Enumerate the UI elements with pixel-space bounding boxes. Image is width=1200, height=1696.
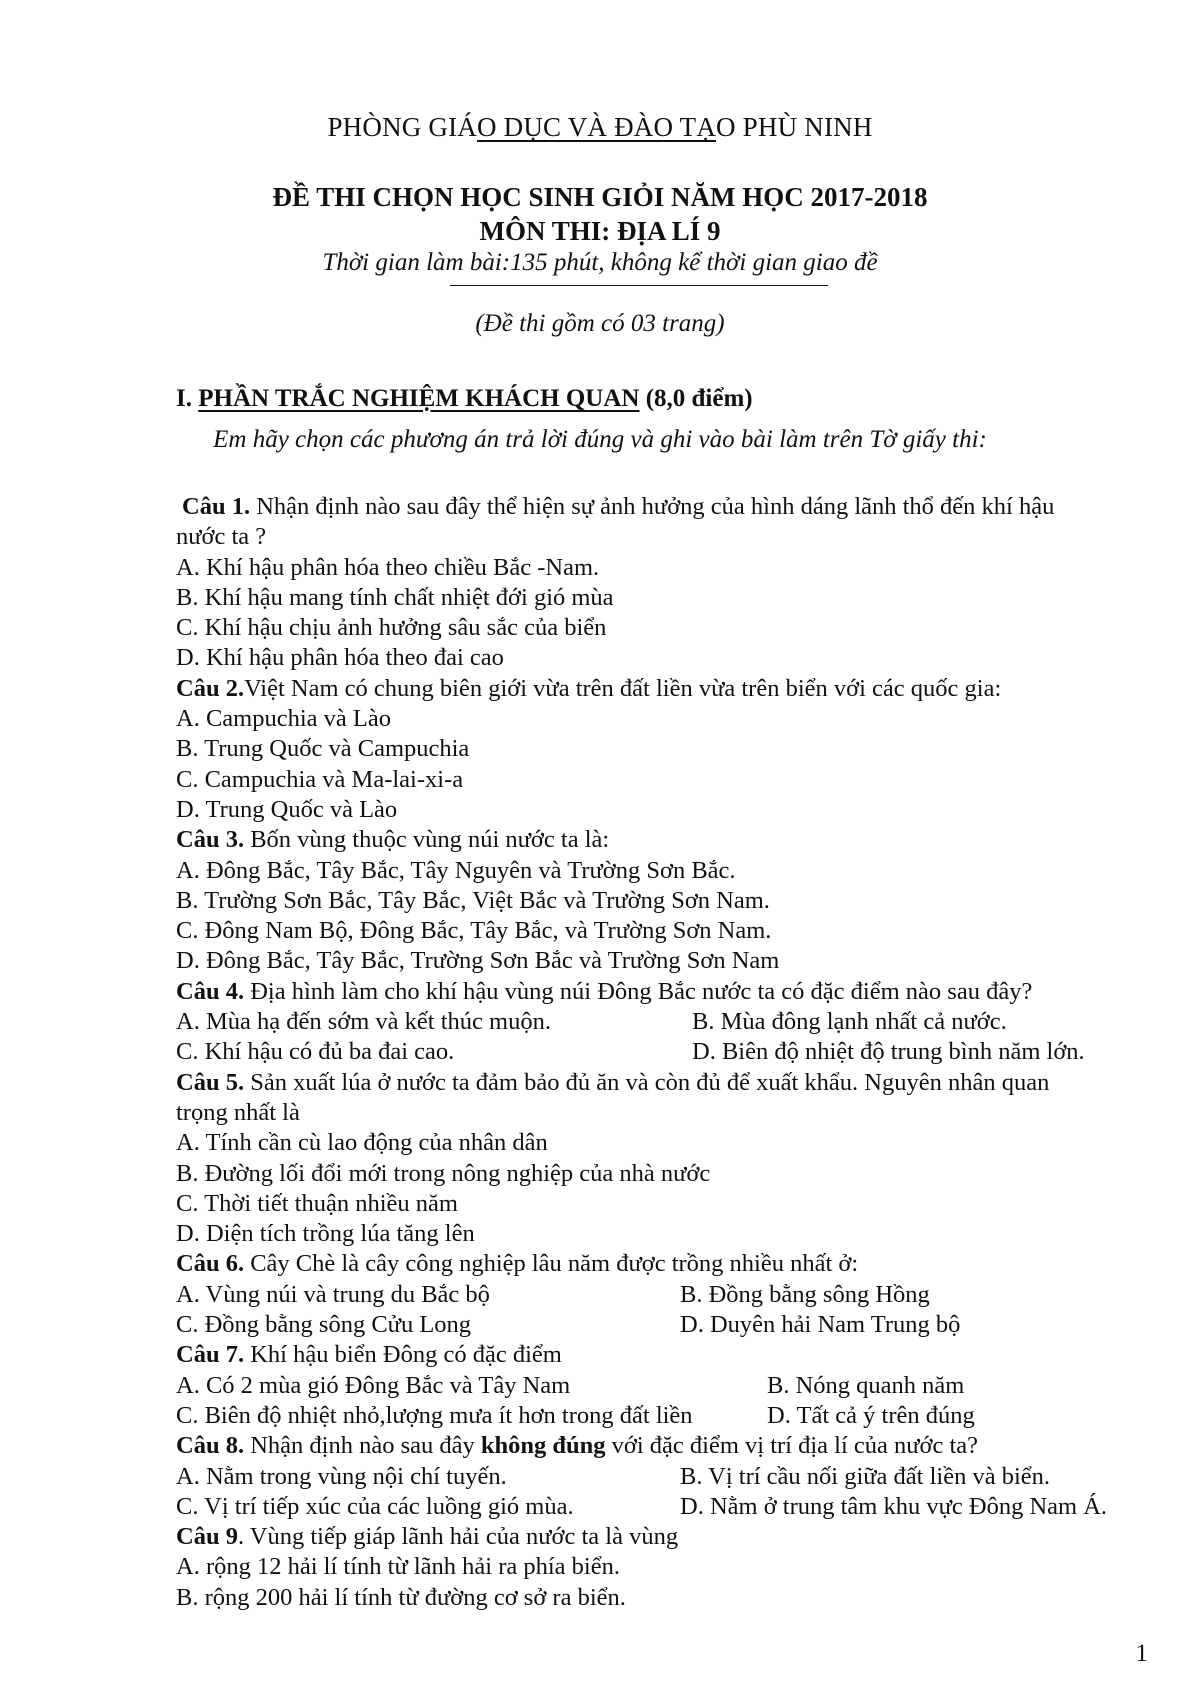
question-8: [176, 1431, 1136, 1461]
section-prefix: I.: [176, 385, 199, 412]
option-d: D. Đông Bắc, Tây Bắc, Trường Sơn Bắc và Trường Sơn Nam: [176, 947, 780, 975]
question-list: [176, 492, 1136, 1613]
section-title: [176, 385, 753, 413]
question-5: [176, 1068, 1136, 1098]
question-number: Câu 3.: [176, 826, 245, 854]
option-row: [176, 1492, 1136, 1522]
option-a: A. Tính cần cù lao động của nhân dân: [176, 1129, 548, 1157]
exam-page-count: (Đề thi gồm có 03 trang): [475, 310, 725, 337]
question-text: Nhận định nào sau đây: [244, 1432, 481, 1460]
question-text: Địa hình làm cho khí hậu vùng núi Đông Bắc nước ta có đặc điểm nào sau đây?: [244, 977, 1033, 1005]
header-divider: [450, 285, 828, 286]
question-3: [176, 825, 1136, 855]
option-c: C. Đồng bằng sông Cửu Long: [176, 1311, 472, 1339]
option-a: A. Mùa hạ đến sớm và kết thúc muộn.: [176, 1008, 551, 1036]
question-text-emphasis: không đúng: [480, 1432, 606, 1460]
option-b: B. rộng 200 hải lí tính từ đường cơ sở ra biển.: [176, 1583, 626, 1611]
option-d: D. Khí hậu phân hóa theo đai cao: [176, 644, 504, 672]
question-number: Câu 2.: [176, 674, 245, 702]
option-a: A. Có 2 mùa gió Đông Bắc và Tây Nam: [176, 1371, 571, 1399]
option-row: [176, 1280, 1136, 1310]
question-number: Câu 7.: [176, 1341, 245, 1369]
option-a: A. rộng 12 hải lí tính từ lãnh hải ra phía biển.: [176, 1553, 620, 1581]
question-number: Câu 8.: [176, 1432, 245, 1460]
option-d: D. Tất cả ý trên đúng: [767, 1401, 975, 1429]
exam-time: Thời gian làm bài:135 phút, không kể thời gian giao đề: [322, 249, 878, 276]
question-text-continued: nước ta ?: [176, 523, 267, 551]
option-row: [176, 1462, 1136, 1492]
option-c: C. Campuchia và Ma-lai-xi-a: [176, 765, 464, 793]
option-d: D. Diện tích trồng lúa tăng lên: [176, 1220, 475, 1248]
option-b: B. Mùa đông lạnh nhất cả nước.: [692, 1008, 1007, 1036]
option-b: B. Trung Quốc và Campuchia: [176, 735, 470, 763]
option-c: C. Thời tiết thuận nhiều năm: [176, 1189, 458, 1217]
option-d: D. Biên độ nhiệt độ trung bình năm lớn.: [692, 1038, 1085, 1066]
question-text: Bốn vùng thuộc vùng núi nước ta là:: [244, 826, 610, 854]
question-number: Câu 5.: [176, 1068, 245, 1096]
office-text: O PHÙ NINH: [716, 112, 873, 142]
option-b: B. Đường lối đổi mới trong nông nghiệp của nhà nước: [176, 1159, 711, 1187]
option-c: C. Biên độ nhiệt nhỏ,lượng mưa ít hơn trong đất liền: [176, 1401, 693, 1429]
option-row: [176, 1401, 1136, 1431]
section-name: PHẦN TRẮC NGHIỆM KHÁCH QUAN: [198, 385, 640, 412]
question-6: [176, 1249, 1136, 1279]
option-b: B. Trường Sơn Bắc, Tây Bắc, Việt Bắc và Trường Sơn Nam.: [176, 886, 770, 914]
question-text: Việt Nam có chung biên giới vừa trên đất liền vừa trên biển với các quốc gia:: [244, 674, 1002, 702]
question-1: [176, 492, 1136, 522]
question-number: Câu 1.: [182, 493, 251, 520]
option-a: A. Nằm trong vùng nội chí tuyến.: [176, 1462, 507, 1490]
option-d: D. Trung Quốc và Lào: [176, 795, 398, 823]
question-4: [176, 977, 1136, 1007]
office-text: PHÒNG GIÁ: [327, 112, 478, 142]
option-row: [176, 1007, 1136, 1037]
question-text: Khí hậu biển Đông có đặc điểm: [244, 1341, 562, 1369]
option-a: A. Campuchia và Lào: [176, 705, 391, 733]
option-row: [176, 1371, 1136, 1401]
option-b: B. Vị trí cầu nối giữa đất liền và biển.: [680, 1462, 1051, 1490]
question-text: Nhận định nào sau đây thể hiện sự ảnh hưởng của hình dáng lãnh thổ đến khí hậu: [250, 493, 1055, 520]
question-7: [176, 1340, 1136, 1370]
option-a: A. Khí hậu phân hóa theo chiều Bắc -Nam.: [176, 553, 600, 581]
option-d: D. Nằm ở trung tâm khu vực Đông Nam Á.: [680, 1492, 1108, 1520]
option-c: C. Vị trí tiếp xúc của các luồng gió mùa.: [176, 1492, 574, 1520]
question-number: Câu 9: [176, 1523, 238, 1551]
option-b: B. Khí hậu mang tính chất nhiệt đới gió mùa: [176, 583, 614, 611]
question-text: Sản xuất lúa ở nước ta đảm bảo đủ ăn và còn đủ để xuất khẩu. Nguyên nhân quan: [244, 1068, 1050, 1096]
office-text-underlined: O DỤC VÀ ĐÀO TẠ: [477, 112, 717, 142]
question-9: [176, 1522, 1136, 1552]
section-instruction: Em hãy chọn các phương án trả lời đúng và ghi vào bài làm trên Tờ giấy thi:: [213, 426, 987, 453]
exam-title: ĐỀ THI CHỌN HỌC SINH GIỎI NĂM HỌC 2017-2018: [272, 182, 928, 212]
office-heading: [0, 112, 1200, 143]
option-a: A. Đông Bắc, Tây Bắc, Tây Nguyên và Trường Sơn Bắc.: [176, 856, 736, 884]
option-c: C. Khí hậu có đủ ba đai cao.: [176, 1038, 455, 1066]
question-text: Cây Chè là cây công nghiệp lâu năm được trồng nhiều nhất ở:: [244, 1250, 859, 1278]
question-2: [176, 674, 1136, 704]
page-number: 1: [1135, 1640, 1148, 1667]
question-text: . Vùng tiếp giáp lãnh hải của nước ta là vùng: [237, 1523, 679, 1551]
question-number: Câu 4.: [176, 977, 245, 1005]
option-c: C. Đông Nam Bộ, Đông Bắc, Tây Bắc, và Trường Sơn Nam.: [176, 917, 772, 945]
option-b: B. Đồng bằng sông Hồng: [680, 1280, 930, 1308]
exam-subject: MÔN THI: ĐỊA LÍ 9: [479, 216, 721, 246]
option-row: [176, 1310, 1136, 1340]
question-number: Câu 6.: [176, 1250, 245, 1278]
option-c: C. Khí hậu chịu ảnh hưởng sâu sắc của biển: [176, 614, 607, 642]
question-text-continued: trọng nhất là: [176, 1098, 300, 1126]
option-row: [176, 1037, 1136, 1067]
question-text: với đặc điểm vị trí địa lí của nước ta?: [605, 1432, 979, 1460]
option-a: A. Vùng núi và trung du Bắc bộ: [176, 1280, 490, 1308]
section-points: (8,0 điểm): [639, 385, 753, 412]
option-b: B. Nóng quanh năm: [767, 1371, 965, 1399]
option-d: D. Duyên hải Nam Trung bộ: [680, 1311, 961, 1339]
